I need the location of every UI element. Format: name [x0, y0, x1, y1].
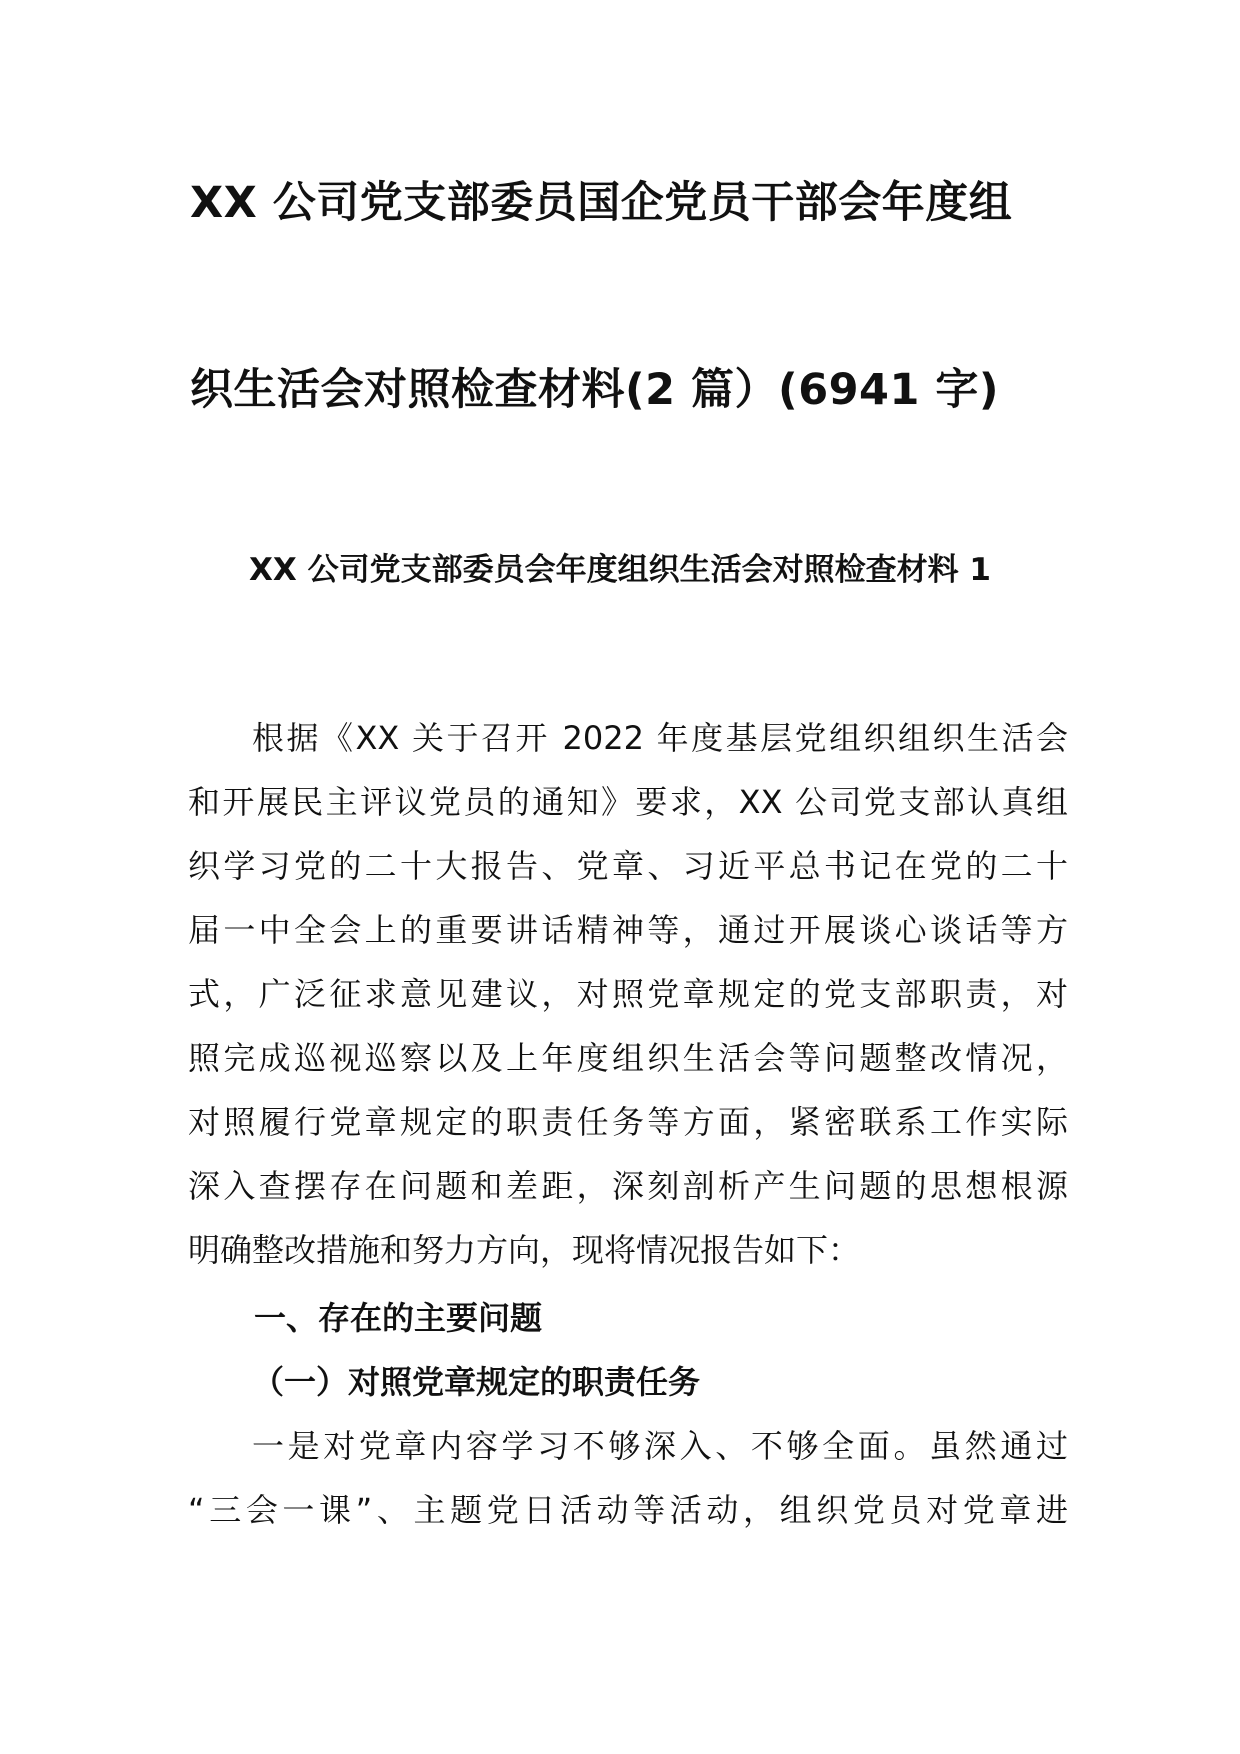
intro-paragraph	[188, 706, 1068, 1282]
paragraph-line: 一是对党章内容学习不够深入、不够全面。虽然通过	[252, 1427, 1068, 1465]
subsection-heading: （一）对照党章规定的职责任务	[252, 1363, 701, 1401]
paragraph-line: 届一中全会上的重要讲话精神等，通过开展谈心谈话等方	[188, 911, 1068, 949]
paragraph-line: 根据《XX 关于召开 2022 年度基层党组织组织生活会	[252, 719, 1068, 757]
paragraph-line: 式，广泛征求意见建议，对照党章规定的党支部职责，对	[188, 975, 1068, 1013]
document-subtitle: XX 公司党支部委员会年度组织生活会对照检查材料 1	[249, 552, 991, 588]
paragraph-line: 织学习党的二十大报告、党章、习近平总书记在党的二十	[188, 847, 1068, 885]
document-title-line-2: 织生活会对照检查材料(2 篇）(6941 字)	[190, 365, 999, 415]
paragraph-line: 明确整改措施和努力方向，现将情况报告如下：	[188, 1231, 861, 1269]
paragraph-line: “三会一课”、主题党日活动等活动，组织党员对党章进	[188, 1491, 1068, 1529]
point-paragraph	[188, 1414, 1068, 1542]
section-heading: 一、存在的主要问题	[254, 1299, 543, 1337]
paragraph-line: 照完成巡视巡察以及上年度组织生活会等问题整改情况，	[188, 1039, 1068, 1077]
paragraph-line: 和开展民主评议党员的通知》要求，XX 公司党支部认真组	[188, 783, 1068, 821]
paragraph-line: 深入查摆存在问题和差距，深刻剖析产生问题的思想根源	[188, 1167, 1068, 1205]
document-title-line-1: XX 公司党支部委员国企党员干部会年度组	[190, 178, 1013, 228]
paragraph-line: 对照履行党章规定的职责任务等方面，紧密联系工作实际	[188, 1103, 1068, 1141]
